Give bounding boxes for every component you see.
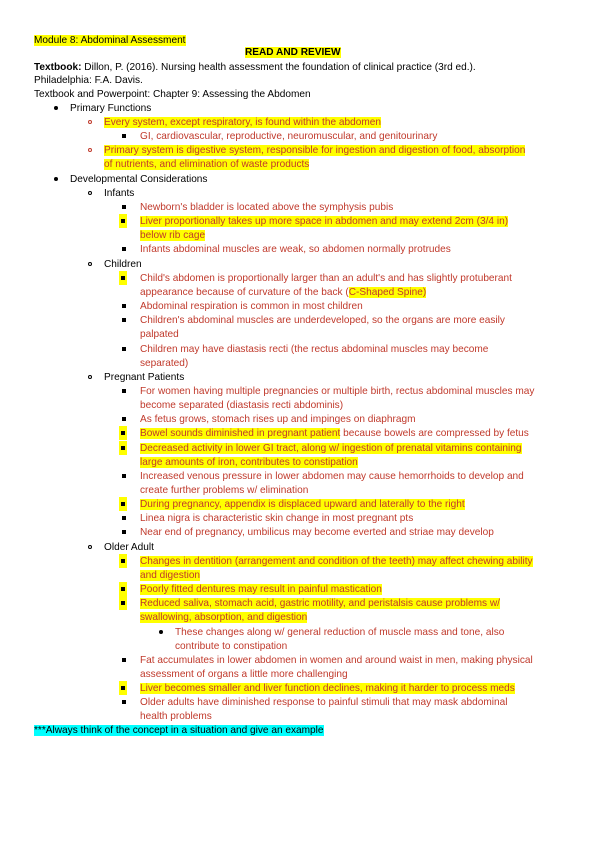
bullet-circle-icon — [88, 545, 92, 549]
bullet-square-highlight-icon — [119, 582, 127, 596]
bullet-circle-icon — [88, 262, 92, 266]
primary-functions-heading: Primary Functions — [70, 103, 152, 114]
children-item-3-line-1: Children's abdominal muscles are underdeveloped, so the organs are more easily — [140, 315, 505, 326]
children-item-1-line-2: appearance because of curvature of the back (C-Shaped Spine) — [140, 287, 427, 298]
bullet-square-highlight-icon — [119, 596, 127, 610]
older-item-1-line-2: and digestion — [140, 570, 201, 581]
pregnant-item-6: During pregnancy, appendix is displaced upward and laterally to the right — [140, 499, 465, 510]
older-item-4-line-2: assessment of organs a little more challenging — [140, 669, 348, 680]
developmental-heading: Developmental Considerations — [70, 174, 208, 185]
older-adult-heading: Older Adult — [104, 542, 154, 553]
bullet-circle-icon — [88, 148, 92, 152]
primary-item-2-line-1: Primary system is digestive system, responsible for ingestion and digestion of food, absorption — [104, 145, 526, 156]
older-item-4-line-1: Fat accumulates in lower abdomen in women and around waist in men, making physical — [140, 655, 533, 666]
pregnant-item-1-line-1: For women having multiple pregnancies or multiple birth, rectus abdominal muscles may — [140, 386, 535, 397]
children-heading: Children — [104, 259, 142, 270]
infants-item-2-line-1: Liver proportionally takes up more space in abdomen and may extend 2cm (3/4 in) — [140, 216, 509, 227]
infants-item-2-line-2: below rib cage — [140, 230, 206, 241]
pregnant-item-7: Linea nigra is characteristic skin change in most pregnant pts — [140, 513, 414, 524]
children-item-1-line-1: Child's abdomen is proportionally larger than an adult's and has slightly protuberant — [140, 273, 512, 284]
bullet-square-icon — [122, 417, 126, 421]
infants-item-3: Infants abdominal muscles are weak, so abdomen normally protrudes — [140, 244, 451, 255]
bullet-square-icon — [122, 347, 126, 351]
textbook-line-1: Textbook: Dillon, P. (2016). Nursing health assessment the foundation of clinical practice (3rd ed.). — [34, 62, 476, 73]
bullet-square-icon — [122, 530, 126, 534]
pregnant-item-5-line-1: Increased venous pressure in lower abdomen may cause hemorrhoids to develop and — [140, 471, 524, 482]
bullet-square-icon — [122, 304, 126, 308]
bullet-square-highlight-icon — [119, 441, 127, 455]
bullet-square-icon — [122, 247, 126, 251]
bullet-square-icon — [122, 205, 126, 209]
pregnant-heading: Pregnant Patients — [104, 372, 185, 383]
bullet-square-highlight-icon — [119, 214, 127, 228]
bullet-square-icon — [122, 658, 126, 662]
children-item-3-line-2: palpated — [140, 329, 179, 340]
infants-item-1: Newborn's bladder is located above the symphysis pubis — [140, 202, 394, 213]
bullet-square-icon — [122, 516, 126, 520]
footer-note: ***Always think of the concept in a situation and give an example — [34, 725, 324, 736]
older-item-3-line-1: Reduced saliva, stomach acid, gastric motility, and peristalsis cause problems w/ — [140, 598, 500, 609]
bullet-square-icon — [122, 134, 126, 138]
infants-heading: Infants — [104, 188, 135, 199]
bullet-dot-icon — [54, 177, 58, 181]
read-review-heading: READ AND REVIEW — [245, 47, 341, 58]
primary-item-1: Every system, except respiratory, is found within the abdomen — [104, 117, 381, 128]
pregnant-item-8: Near end of pregnancy, umbilicus may become everted and striae may develop — [140, 527, 494, 538]
module-title: Module 8: Abdominal Assessment — [34, 35, 186, 46]
chapter-line: Textbook and Powerpoint: Chapter 9: Assessing the Abdomen — [34, 89, 311, 100]
bullet-square-icon — [122, 474, 126, 478]
children-item-4-line-2: separated) — [140, 358, 189, 369]
primary-item-2-line-2: of nutrients, and elimination of waste products — [104, 159, 310, 170]
bullet-square-highlight-icon — [119, 497, 127, 511]
bullet-square-highlight-icon — [119, 271, 127, 285]
bullet-circle-icon — [88, 120, 92, 124]
bullet-square-highlight-icon — [119, 426, 127, 440]
bullet-circle-icon — [88, 191, 92, 195]
older-item-6-line-1: Older adults have diminished response to painful stimuli that may mask abdominal — [140, 697, 508, 708]
older-item-3-sub-line-1: These changes along w/ general reduction of muscle mass and tone, also — [175, 627, 505, 638]
pregnant-item-5-line-2: create further problems w/ elimination — [140, 485, 309, 496]
bullet-dot-icon — [54, 106, 58, 110]
bullet-square-icon — [122, 700, 126, 704]
older-item-1-line-1: Changes in dentition (arrangement and condition of the teeth) may affect chewing ability — [140, 556, 533, 567]
pregnant-item-4-line-2: large amounts of iron, contributes to constipation — [140, 457, 358, 468]
bullet-dot-icon — [159, 630, 163, 634]
pregnant-item-1-line-2: become separated (diastasis recti abdominis) — [140, 400, 344, 411]
older-item-3-sub-line-2: contribute to constipation — [175, 641, 288, 652]
older-item-2: Poorly fitted dentures may result in painful mastication — [140, 584, 382, 595]
bullet-square-icon — [122, 318, 126, 322]
older-item-3-line-2: swallowing, absorption, and digestion — [140, 612, 308, 623]
bullet-square-highlight-icon — [119, 681, 127, 695]
bullet-circle-icon — [88, 375, 92, 379]
pregnant-item-2: As fetus grows, stomach rises up and impinges on diaphragm — [140, 414, 416, 425]
pregnant-item-4-line-1: Decreased activity in lower GI tract, along w/ ingestion of prenatal vitamins containing — [140, 443, 522, 454]
children-item-2: Abdominal respiration is common in most children — [140, 301, 363, 312]
bullet-square-highlight-icon — [119, 554, 127, 568]
primary-item-1-sub: GI, cardiovascular, reproductive, neuromuscular, and genitourinary — [140, 131, 438, 142]
older-item-5: Liver becomes smaller and liver function declines, making it harder to process meds — [140, 683, 515, 694]
pregnant-item-3: Bowel sounds diminished in pregnant patient because bowels are compressed by fetus — [140, 428, 529, 439]
textbook-line-2: Philadelphia: F.A. Davis. — [34, 75, 143, 86]
bullet-square-icon — [122, 389, 126, 393]
children-item-4-line-1: Children may have diastasis recti (the rectus abdominal muscles may become — [140, 344, 489, 355]
older-item-6-line-2: health problems — [140, 711, 212, 722]
